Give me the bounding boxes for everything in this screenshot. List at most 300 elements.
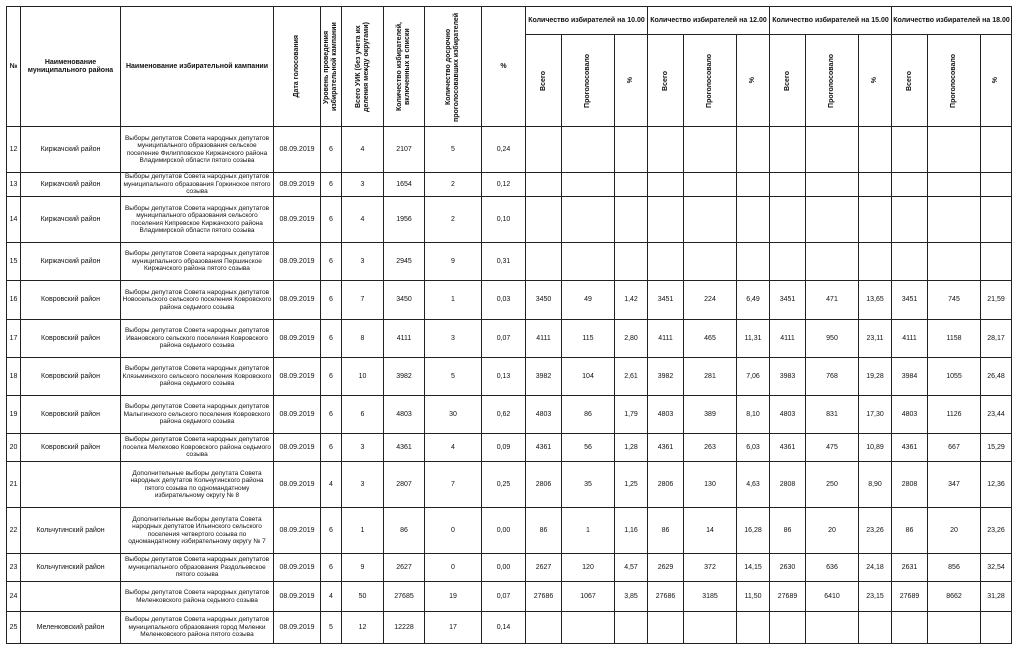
- voted-1200: 130: [684, 462, 737, 508]
- pct-1500: 13,65: [859, 281, 892, 320]
- pct-1000: [615, 127, 648, 173]
- total-1800: [892, 173, 928, 197]
- pct-1800: 28,17: [981, 320, 1012, 358]
- campaign-name: Выборы депутатов Совета народных депутатов муниципального образования город Меленки Меленковского района пятого созыва: [121, 612, 274, 644]
- table-row: [7, 396, 1012, 434]
- voted-1800: [928, 197, 981, 243]
- voting-date: 08.09.2019: [274, 434, 321, 462]
- row-number: 24: [7, 582, 21, 612]
- voting-date: 08.09.2019: [274, 281, 321, 320]
- campaign-level: 6: [321, 434, 342, 462]
- uik-count: 3: [342, 462, 384, 508]
- uik-count: 10: [342, 358, 384, 396]
- voted-1000: 120: [562, 554, 615, 582]
- table-row: [7, 554, 1012, 582]
- total-1200: [648, 612, 684, 644]
- district-name: Киржачский район: [21, 243, 121, 281]
- header-pct: %: [482, 7, 526, 127]
- campaign-level: 5: [321, 612, 342, 644]
- total-1000: [526, 173, 562, 197]
- row-number: 17: [7, 320, 21, 358]
- row-number: 12: [7, 127, 21, 173]
- district-name: [21, 462, 121, 508]
- total-1500: [770, 197, 806, 243]
- early-votes: 4: [425, 434, 482, 462]
- uik-count: 7: [342, 281, 384, 320]
- voted-1500: 471: [806, 281, 859, 320]
- uik-count: 3: [342, 173, 384, 197]
- table-row: [7, 243, 1012, 281]
- voted-1200: [684, 243, 737, 281]
- early-percent: 0,62: [482, 396, 526, 434]
- row-number: 19: [7, 396, 21, 434]
- header-uik: Всего УИК (без учета их деления между округами): [342, 7, 384, 127]
- pct-1800: [981, 612, 1012, 644]
- early-votes: 0: [425, 554, 482, 582]
- early-votes: 7: [425, 462, 482, 508]
- table-row: [7, 127, 1012, 173]
- table-row: [7, 434, 1012, 462]
- campaign-name: Выборы депутатов Совета народных депутатов муниципального образования сельское поселение Филипповское Киржачского района Владимирской области пятого созыва: [121, 127, 274, 173]
- early-votes: 30: [425, 396, 482, 434]
- pct-1200: [737, 173, 770, 197]
- total-1800: 4111: [892, 320, 928, 358]
- pct-1000: 1,28: [615, 434, 648, 462]
- header-district: Наименование муниципального района: [21, 7, 121, 127]
- pct-1500: [859, 197, 892, 243]
- voted-1200: 224: [684, 281, 737, 320]
- voting-date: 08.09.2019: [274, 358, 321, 396]
- header-voted-1000: Проголосовало: [562, 35, 615, 127]
- uik-count: 50: [342, 582, 384, 612]
- uik-count: 9: [342, 554, 384, 582]
- total-1200: 27686: [648, 582, 684, 612]
- early-percent: 0,00: [482, 508, 526, 554]
- total-1800: [892, 197, 928, 243]
- pct-1500: 23,11: [859, 320, 892, 358]
- pct-1800: 23,26: [981, 508, 1012, 554]
- table-row: [7, 197, 1012, 243]
- voting-date: 08.09.2019: [274, 508, 321, 554]
- pct-1000: 3,85: [615, 582, 648, 612]
- pct-1800: 23,44: [981, 396, 1012, 434]
- district-name: Ковровский район: [21, 396, 121, 434]
- campaign-name: Выборы депутатов Совета народных депутатов муниципального образования Раздольевское пятого созыва: [121, 554, 274, 582]
- early-votes: 2: [425, 173, 482, 197]
- uik-count: 6: [342, 396, 384, 434]
- total-1000: 4803: [526, 396, 562, 434]
- pct-1000: 1,16: [615, 508, 648, 554]
- pct-1200: [737, 612, 770, 644]
- district-name: Меленковский район: [21, 612, 121, 644]
- header-group-1200: Количество избирателей на 12.00: [648, 7, 770, 35]
- pct-1200: [737, 127, 770, 173]
- uik-count: 4: [342, 197, 384, 243]
- total-1200: 3982: [648, 358, 684, 396]
- row-number: 23: [7, 554, 21, 582]
- voted-1000: 104: [562, 358, 615, 396]
- campaign-name: Выборы депутатов Совета народных депутатов муниципального образования Першинское Киржачского района пятого созыва: [121, 243, 274, 281]
- early-percent: 0,07: [482, 582, 526, 612]
- voted-1500: 768: [806, 358, 859, 396]
- election-table-container: [6, 6, 1012, 644]
- row-number: 15: [7, 243, 21, 281]
- pct-1000: 1,42: [615, 281, 648, 320]
- voted-1000: [562, 197, 615, 243]
- voting-date: 08.09.2019: [274, 612, 321, 644]
- voted-1800: [928, 612, 981, 644]
- voted-1000: [562, 612, 615, 644]
- campaign-name: Выборы депутатов Совета народных депутатов муниципального образования сельского поселения Кипревское Киржачского района Владимирской области пятого созыва: [121, 197, 274, 243]
- early-percent: 0,09: [482, 434, 526, 462]
- campaign-name: Выборы депутатов Совета народных депутатов Меленковского района седьмого созыва: [121, 582, 274, 612]
- early-percent: 0,25: [482, 462, 526, 508]
- early-votes: 5: [425, 127, 482, 173]
- total-1200: 3451: [648, 281, 684, 320]
- voted-1800: [928, 243, 981, 281]
- total-1800: 27689: [892, 582, 928, 612]
- total-1500: [770, 127, 806, 173]
- header-voters: Количество избирателей, включенных в списки: [384, 7, 425, 127]
- total-1000: 2806: [526, 462, 562, 508]
- total-1200: [648, 197, 684, 243]
- pct-1800: [981, 127, 1012, 173]
- total-1500: [770, 612, 806, 644]
- pct-1500: [859, 173, 892, 197]
- early-votes: 2: [425, 197, 482, 243]
- total-1200: [648, 127, 684, 173]
- voted-1500: [806, 127, 859, 173]
- pct-1000: 2,80: [615, 320, 648, 358]
- early-percent: 0,00: [482, 554, 526, 582]
- header-num: №: [7, 7, 21, 127]
- voters-count: 3982: [384, 358, 425, 396]
- voted-1800: 20: [928, 508, 981, 554]
- district-name: Ковровский район: [21, 320, 121, 358]
- total-1800: 3984: [892, 358, 928, 396]
- campaign-level: 4: [321, 462, 342, 508]
- voted-1000: [562, 173, 615, 197]
- header-campaign: Наименование избирательной кампании: [121, 7, 274, 127]
- campaign-level: 6: [321, 173, 342, 197]
- voted-1200: [684, 173, 737, 197]
- early-percent: 0,12: [482, 173, 526, 197]
- table-row: [7, 462, 1012, 508]
- pct-1500: [859, 243, 892, 281]
- total-1800: [892, 127, 928, 173]
- pct-1500: 24,18: [859, 554, 892, 582]
- header-date: Дата голосования: [274, 7, 321, 127]
- total-1200: [648, 173, 684, 197]
- pct-1800: 31,28: [981, 582, 1012, 612]
- total-1200: 86: [648, 508, 684, 554]
- district-name: Киржачский район: [21, 173, 121, 197]
- pct-1500: 17,30: [859, 396, 892, 434]
- district-name: Ковровский район: [21, 358, 121, 396]
- row-number: 21: [7, 462, 21, 508]
- pct-1200: 11,50: [737, 582, 770, 612]
- voted-1500: [806, 612, 859, 644]
- header-level: Уровень проведения избирательной кампании: [321, 7, 342, 127]
- voted-1000: 115: [562, 320, 615, 358]
- pct-1800: 15,29: [981, 434, 1012, 462]
- voted-1000: 1067: [562, 582, 615, 612]
- voted-1200: 372: [684, 554, 737, 582]
- campaign-name: Выборы депутатов Совета народных депутатов поселка Мелехово Ковровского района седьмого созыва: [121, 434, 274, 462]
- early-votes: 19: [425, 582, 482, 612]
- campaign-level: 4: [321, 582, 342, 612]
- voted-1800: 1055: [928, 358, 981, 396]
- voted-1800: [928, 173, 981, 197]
- pct-1800: [981, 197, 1012, 243]
- pct-1800: 12,36: [981, 462, 1012, 508]
- campaign-level: 6: [321, 554, 342, 582]
- voted-1000: [562, 243, 615, 281]
- row-number: 16: [7, 281, 21, 320]
- total-1000: [526, 612, 562, 644]
- voted-1500: 636: [806, 554, 859, 582]
- total-1000: 27686: [526, 582, 562, 612]
- voted-1500: 6410: [806, 582, 859, 612]
- campaign-level: 6: [321, 396, 342, 434]
- voted-1200: 3185: [684, 582, 737, 612]
- early-percent: 0,10: [482, 197, 526, 243]
- voted-1200: [684, 612, 737, 644]
- voted-1000: 86: [562, 396, 615, 434]
- total-1800: 2808: [892, 462, 928, 508]
- voted-1500: 20: [806, 508, 859, 554]
- total-1800: 3451: [892, 281, 928, 320]
- voters-count: 3450: [384, 281, 425, 320]
- pct-1500: 10,89: [859, 434, 892, 462]
- pct-1800: [981, 173, 1012, 197]
- pct-1800: 32,54: [981, 554, 1012, 582]
- pct-1000: 4,57: [615, 554, 648, 582]
- total-1200: 2629: [648, 554, 684, 582]
- pct-1500: 8,90: [859, 462, 892, 508]
- header-total-1800: Всего: [892, 35, 928, 127]
- pct-1200: 6,49: [737, 281, 770, 320]
- district-name: Киржачский район: [21, 127, 121, 173]
- voting-date: 08.09.2019: [274, 582, 321, 612]
- pct-1500: 23,15: [859, 582, 892, 612]
- voted-1800: 667: [928, 434, 981, 462]
- voters-count: 4361: [384, 434, 425, 462]
- early-votes: 3: [425, 320, 482, 358]
- total-1500: 4803: [770, 396, 806, 434]
- voting-date: 08.09.2019: [274, 554, 321, 582]
- uik-count: 8: [342, 320, 384, 358]
- voting-date: 08.09.2019: [274, 462, 321, 508]
- total-1500: 3983: [770, 358, 806, 396]
- voted-1000: 1: [562, 508, 615, 554]
- district-name: Ковровский район: [21, 281, 121, 320]
- voters-count: 12228: [384, 612, 425, 644]
- header-voted-1500: Проголосовало: [806, 35, 859, 127]
- total-1500: 4361: [770, 434, 806, 462]
- district-name: [21, 582, 121, 612]
- total-1500: 2630: [770, 554, 806, 582]
- voters-count: 2627: [384, 554, 425, 582]
- pct-1000: [615, 197, 648, 243]
- uik-count: 12: [342, 612, 384, 644]
- row-number: 14: [7, 197, 21, 243]
- pct-1200: [737, 243, 770, 281]
- pct-1500: [859, 612, 892, 644]
- early-votes: 17: [425, 612, 482, 644]
- total-1200: 4803: [648, 396, 684, 434]
- voted-1200: [684, 197, 737, 243]
- total-1500: [770, 243, 806, 281]
- uik-count: 3: [342, 434, 384, 462]
- header-pct-1500: %: [859, 35, 892, 127]
- total-1000: 3982: [526, 358, 562, 396]
- total-1000: 2627: [526, 554, 562, 582]
- voters-count: 2945: [384, 243, 425, 281]
- total-1200: 4111: [648, 320, 684, 358]
- pct-1200: 4,63: [737, 462, 770, 508]
- total-1500: 86: [770, 508, 806, 554]
- header-group-1000: Количество избирателей на 10.00: [526, 7, 648, 35]
- election-turnout-table: [6, 6, 1012, 644]
- total-1500: 4111: [770, 320, 806, 358]
- table-body: [7, 127, 1012, 644]
- total-1800: 2631: [892, 554, 928, 582]
- voted-1800: 8662: [928, 582, 981, 612]
- total-1000: 86: [526, 508, 562, 554]
- voted-1000: [562, 127, 615, 173]
- pct-1500: 19,28: [859, 358, 892, 396]
- table-row: [7, 320, 1012, 358]
- voting-date: 08.09.2019: [274, 197, 321, 243]
- table-row: [7, 508, 1012, 554]
- total-1000: [526, 197, 562, 243]
- header-group-1500: Количество избирателей на 15.00: [770, 7, 892, 35]
- total-1000: 3450: [526, 281, 562, 320]
- voted-1200: 263: [684, 434, 737, 462]
- campaign-name: Дополнительные выборы депутата Совета народных депутатов Кольчугинского района пятого созыва по одномандатному избирательному округу № 8: [121, 462, 274, 508]
- table-row: [7, 582, 1012, 612]
- header-early: Количество досрочно проголосовавших избирателей: [425, 7, 482, 127]
- voted-1500: 250: [806, 462, 859, 508]
- total-1000: [526, 243, 562, 281]
- pct-1800: [981, 243, 1012, 281]
- pct-1800: 21,59: [981, 281, 1012, 320]
- voters-count: 27685: [384, 582, 425, 612]
- header-pct-1000: %: [615, 35, 648, 127]
- row-number: 18: [7, 358, 21, 396]
- header-voted-1800: Проголосовало: [928, 35, 981, 127]
- early-votes: 1: [425, 281, 482, 320]
- district-name: Киржачский район: [21, 197, 121, 243]
- voters-count: 2807: [384, 462, 425, 508]
- total-1200: [648, 243, 684, 281]
- table-row: [7, 281, 1012, 320]
- table-row: [7, 358, 1012, 396]
- voted-1500: 475: [806, 434, 859, 462]
- district-name: Ковровский район: [21, 434, 121, 462]
- campaign-name: Выборы депутатов Совета народных депутатов Новосельского сельского поселения Ковровского района седьмого созыва: [121, 281, 274, 320]
- total-1000: [526, 127, 562, 173]
- pct-1200: 14,15: [737, 554, 770, 582]
- campaign-level: 6: [321, 197, 342, 243]
- pct-1000: [615, 243, 648, 281]
- district-name: Кольчугинский район: [21, 554, 121, 582]
- voted-1500: 950: [806, 320, 859, 358]
- pct-1500: 23,26: [859, 508, 892, 554]
- district-name: Кольчугинский район: [21, 508, 121, 554]
- total-1200: 2806: [648, 462, 684, 508]
- total-1500: [770, 173, 806, 197]
- total-1800: [892, 612, 928, 644]
- header-pct-1800: %: [981, 35, 1012, 127]
- total-1000: 4111: [526, 320, 562, 358]
- campaign-level: 6: [321, 281, 342, 320]
- voted-1200: 465: [684, 320, 737, 358]
- early-percent: 0,24: [482, 127, 526, 173]
- early-votes: 5: [425, 358, 482, 396]
- total-1200: 4361: [648, 434, 684, 462]
- total-1500: 2808: [770, 462, 806, 508]
- total-1800: [892, 243, 928, 281]
- campaign-name: Выборы депутатов Совета народных депутатов Ивановского сельского поселения Ковровского района седьмого созыва: [121, 320, 274, 358]
- header-total-1200: Всего: [648, 35, 684, 127]
- uik-count: 3: [342, 243, 384, 281]
- pct-1800: 26,48: [981, 358, 1012, 396]
- voted-1800: 347: [928, 462, 981, 508]
- voting-date: 08.09.2019: [274, 127, 321, 173]
- uik-count: 1: [342, 508, 384, 554]
- voted-1000: 35: [562, 462, 615, 508]
- table-row: [7, 612, 1012, 644]
- pct-1200: 8,10: [737, 396, 770, 434]
- early-percent: 0,13: [482, 358, 526, 396]
- campaign-level: 6: [321, 320, 342, 358]
- campaign-name: Дополнительные выборы депутата Совета народных депутатов Ильинского сельского поселения четвертого созыва по одномандатному избирательному округу № 7: [121, 508, 274, 554]
- voted-1500: [806, 173, 859, 197]
- pct-1200: 6,03: [737, 434, 770, 462]
- voting-date: 08.09.2019: [274, 396, 321, 434]
- pct-1200: [737, 197, 770, 243]
- early-percent: 0,03: [482, 281, 526, 320]
- campaign-level: 6: [321, 358, 342, 396]
- total-1000: 4361: [526, 434, 562, 462]
- row-number: 13: [7, 173, 21, 197]
- header-pct-1200: %: [737, 35, 770, 127]
- voting-date: 08.09.2019: [274, 243, 321, 281]
- voters-count: 4111: [384, 320, 425, 358]
- voted-1500: [806, 197, 859, 243]
- row-number: 20: [7, 434, 21, 462]
- pct-1200: 11,31: [737, 320, 770, 358]
- header-group-1800: Количество избирателей на 18.00: [892, 7, 1012, 35]
- voted-1500: 831: [806, 396, 859, 434]
- pct-1000: 2,61: [615, 358, 648, 396]
- voted-1500: [806, 243, 859, 281]
- campaign-name: Выборы депутатов Совета народных депутатов муниципального образования Горкинское пятого созыва: [121, 173, 274, 197]
- voted-1800: [928, 127, 981, 173]
- voted-1000: 49: [562, 281, 615, 320]
- pct-1000: 1,79: [615, 396, 648, 434]
- header-total-1500: Всего: [770, 35, 806, 127]
- voted-1000: 56: [562, 434, 615, 462]
- header-voted-1200: Проголосовало: [684, 35, 737, 127]
- voted-1800: 856: [928, 554, 981, 582]
- total-1800: 86: [892, 508, 928, 554]
- voters-count: 2107: [384, 127, 425, 173]
- voted-1200: 14: [684, 508, 737, 554]
- voting-date: 08.09.2019: [274, 173, 321, 197]
